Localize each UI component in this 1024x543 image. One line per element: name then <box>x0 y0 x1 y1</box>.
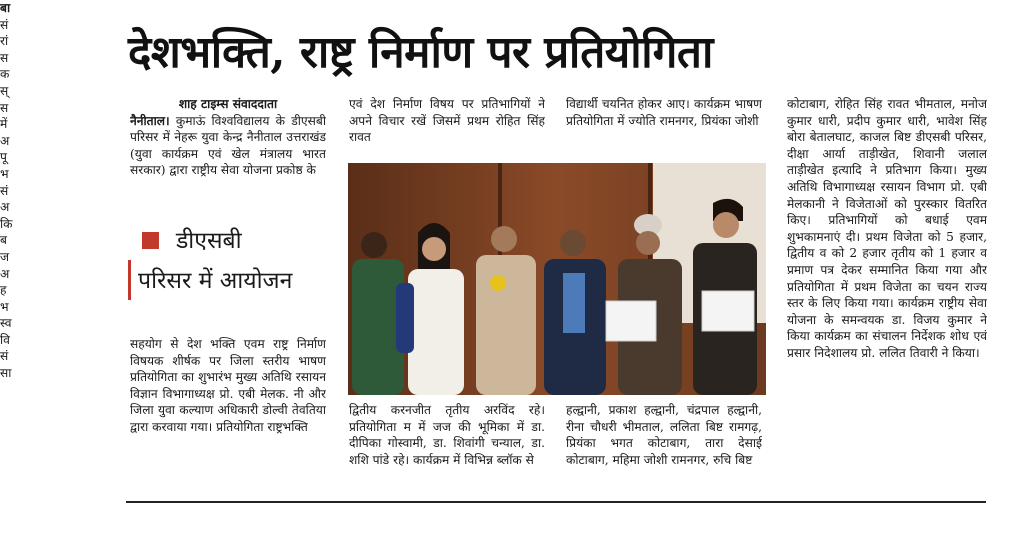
adjacent-line: स्व <box>0 316 12 331</box>
adjacent-line: ह <box>0 283 7 298</box>
adjacent-line: स् <box>0 83 9 98</box>
group-photo-illustration <box>348 163 766 395</box>
adjacent-line: क <box>0 67 10 82</box>
adjacent-line: अ <box>0 266 10 281</box>
adjacent-line: रां <box>0 34 9 49</box>
square-bullet-icon <box>142 232 159 249</box>
column-3-top: विद्यार्थी चयनित होकर आए। कार्यक्रम भाषण प्रतियोगिता में ज्योति रामनगर, प्रियंका जोशी <box>566 97 762 128</box>
column-1-top-text: कुमाऊं विश्वविद्यालय के डीएसबी परिसर में नेहरू युवा केन्द्र नैनीताल उत्तराखंड (युवा कार्यक्रम एवं खेल मंत्रालय भारत सरकार) द्वारा राष्ट्रीय सेवा योजना प्रकोष्ठ के <box>130 113 326 178</box>
adjacent-line: अ <box>0 200 10 215</box>
adjacent-line: भ <box>0 299 9 314</box>
column-4: कोटाबाग, रोहित सिंह रावत भीमताल, मनोज कुमार धारी, प्रदीप कुमार धारी, भावेश सिंह बोरा बेतालघाट, काजल बिष्ट डीएसबी परिसर, दीक्षा आर्या ताड़ीखेत, शिवानी जलाल ताड़ीखेत इत्यादि ने प्रतिभाग किया। मुख्य अतिथि विभागाध्यक्ष रसायन विभाग प्रो. एबी मेलकानी ने विजेताओं को पुरस्कार वितरित किए। प्रतिभागियों को बधाई एवम शुभकामनाएं दी। प्रथम विजेता को 5 हजार, द्वितीय व को 2 हजार तृतीय को 1 हजार व प्रमाण पत्र देकर सम्मानित किया गया और प्रतियोगिता में प्रथम विजेता का चयन राज्य स्तर के लिए किया गया। कार्यक्रम राष्ट्रीय सेवा योजना के समन्वयक डा. विजय कुमार ने किया कार्यक्रम का संचालन निर्देशक शोध एवं प्रसार निदेशालय प्रो. ललित तिवारी ने किया। <box>787 97 987 360</box>
adjacent-line: स <box>0 50 9 65</box>
adjacent-line: सं <box>0 349 9 364</box>
byline: शाह टाइम्स संवाददाता <box>178 97 278 111</box>
column-1-bottom: सहयोग से देश भक्ति एवम राष्ट्र निर्माण विषयक शीर्षक पर जिला स्तरीय भाषण प्रतियोगिता का शुभारंभ मुख्य अतिथि रसायन विज्ञान विभागाध्यक्ष प्रो. एबी मेलक. नी और जिला युवा कल्याण अधिकारी डोल्वी तेवतिया द्वारा करवाया गया। प्रतियोगिता राष्ट्रभक्ति <box>130 337 326 434</box>
column-2-bottom: द्वितीय करनजीत तृतीय अरविंद रहे। प्रतियोगिता म में जज की भूमिका में डा. दीपिका गोस्वामी, डा. शिवांगी चन्याल, डा. शशि पांडे रहे। कार्यक्रम में विभिन्न ब्लॉक से <box>349 403 545 467</box>
adjacent-article-fragment <box>0 0 20 460</box>
adjacent-line: सं <box>0 17 9 32</box>
headline: देशभक्ति, राष्ट्र निर्माण पर प्रतियोगिता <box>128 27 713 78</box>
subheading-rule <box>128 260 131 300</box>
adjacent-line: में <box>0 117 8 132</box>
adjacent-line: ब <box>0 233 7 248</box>
adjacent-line: सा <box>0 366 12 381</box>
adjacent-line: अ <box>0 133 10 148</box>
column-3-bottom: हल्द्वानी, प्रकाश हल्द्वानी, चंद्रपाल हल्द्वानी, रीना चौधरी भीमताल, ललिता बिष्ट रामगढ़, प्रियंका भगत कोटाबाग, तारा देसाई कोटाबाग, महिमा जोशी रामनगर, रुचि बिष्ट <box>566 403 762 467</box>
adjacent-line: वि <box>0 332 10 347</box>
subheading-line-1: डीएसबी <box>176 228 242 254</box>
column-2-top: एवं देश निर्माण विषय पर प्रतिभागियों ने अपने विचार रखें जिसमें प्रथम रोहित सिंह रावत <box>349 97 545 145</box>
subheading-line-2: परिसर में आयोजन <box>138 268 293 294</box>
subheading <box>128 227 328 307</box>
previous-article-strip <box>0 0 1000 8</box>
adjacent-line: भ <box>0 166 9 181</box>
event-photo <box>348 163 766 395</box>
adjacent-line: सं <box>0 183 9 198</box>
adjacent-line: स <box>0 100 9 115</box>
column-1-top <box>130 96 326 218</box>
adjacent-line: ज <box>0 249 10 264</box>
dateline: नैनीताल। <box>130 113 170 128</box>
adjacent-line: बा <box>0 1 11 15</box>
bottom-rule <box>126 501 986 503</box>
adjacent-line: कि <box>0 216 13 231</box>
adjacent-line: पू <box>0 150 7 165</box>
